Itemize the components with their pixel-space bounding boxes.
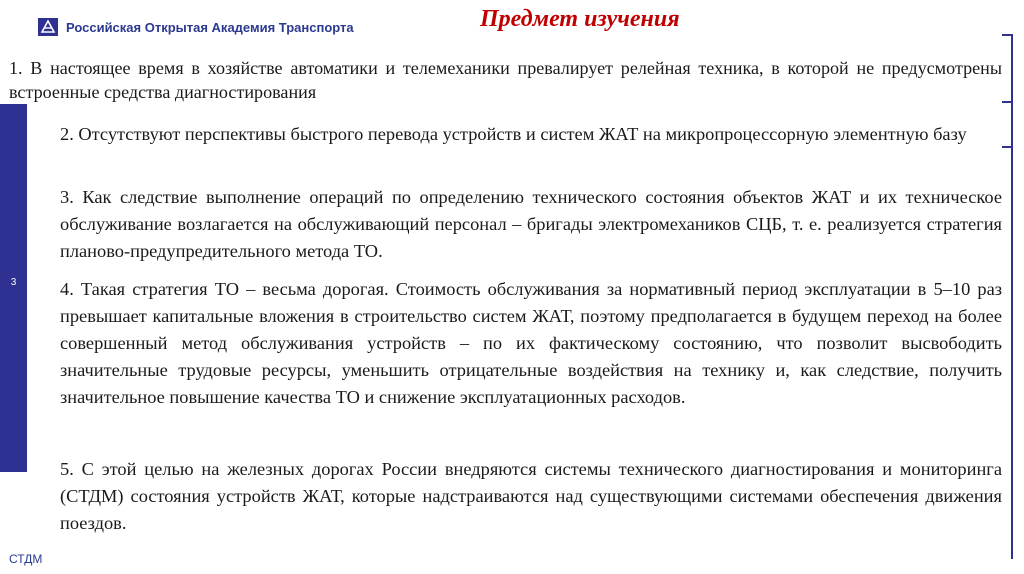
paragraph-4: 4. Такая стратегия ТО – весьма дорогая. Стоимость обслуживания за нормативный период эксплуатации в 5–10 раз превышает капитальные вложения в строительство систем ЖАТ, поэтому предполагается в будущем переход на более совершенный метод обслуживания устройств – по их фактическому состоянию, что позволит высвободить значительные трудовые ресурсы, уменьшить отрицательные воздействия на технику и, как следствие, получить значительное повышение качества ТО и снижение эксплуатационных расходов. (60, 279, 1002, 407)
academy-logo (38, 18, 354, 36)
right-border-line (1011, 34, 1013, 559)
right-border-tick-top (1002, 34, 1012, 36)
paragraph-3: 3. Как следствие выполнение операций по определению технического состояния объектов ЖАТ и их техническое обслуживание возлагается на обслуживающий персонал – бригады электромехаников СЦБ, т. е. реализуется стратегия планово-предупредительного метода ТО. (60, 187, 1002, 261)
paragraph-2: 2. Отсутствуют перспективы быстрого перевода устройств и систем ЖАТ на микропроцессорную элементную базу (60, 124, 967, 144)
right-border-tick-lower (1002, 146, 1012, 148)
paragraph-1: 1. В настоящее время в хозяйстве автоматики и телемеханики превалирует релейная техника, в которой не предусмотрены встроенные средства диагностирования (9, 58, 1002, 102)
footer-label: СТДМ (9, 552, 43, 566)
academy-emblem-icon (38, 18, 58, 36)
academy-name: Российская Открытая Академия Транспорта (66, 19, 354, 35)
paragraph-5: 5. С этой целью на железных дорогах России внедряются системы технического диагностирования и мониторинга (СТДМ) состояния устройств ЖАТ, которые надстраиваются над существующими системами обеспечения движения поездов. (60, 459, 1002, 533)
sidebar-bar (0, 104, 27, 472)
right-border-tick-mid (1002, 101, 1012, 103)
slide-number: 3 (10, 277, 17, 288)
slide-title: Предмет изучения (480, 6, 680, 32)
